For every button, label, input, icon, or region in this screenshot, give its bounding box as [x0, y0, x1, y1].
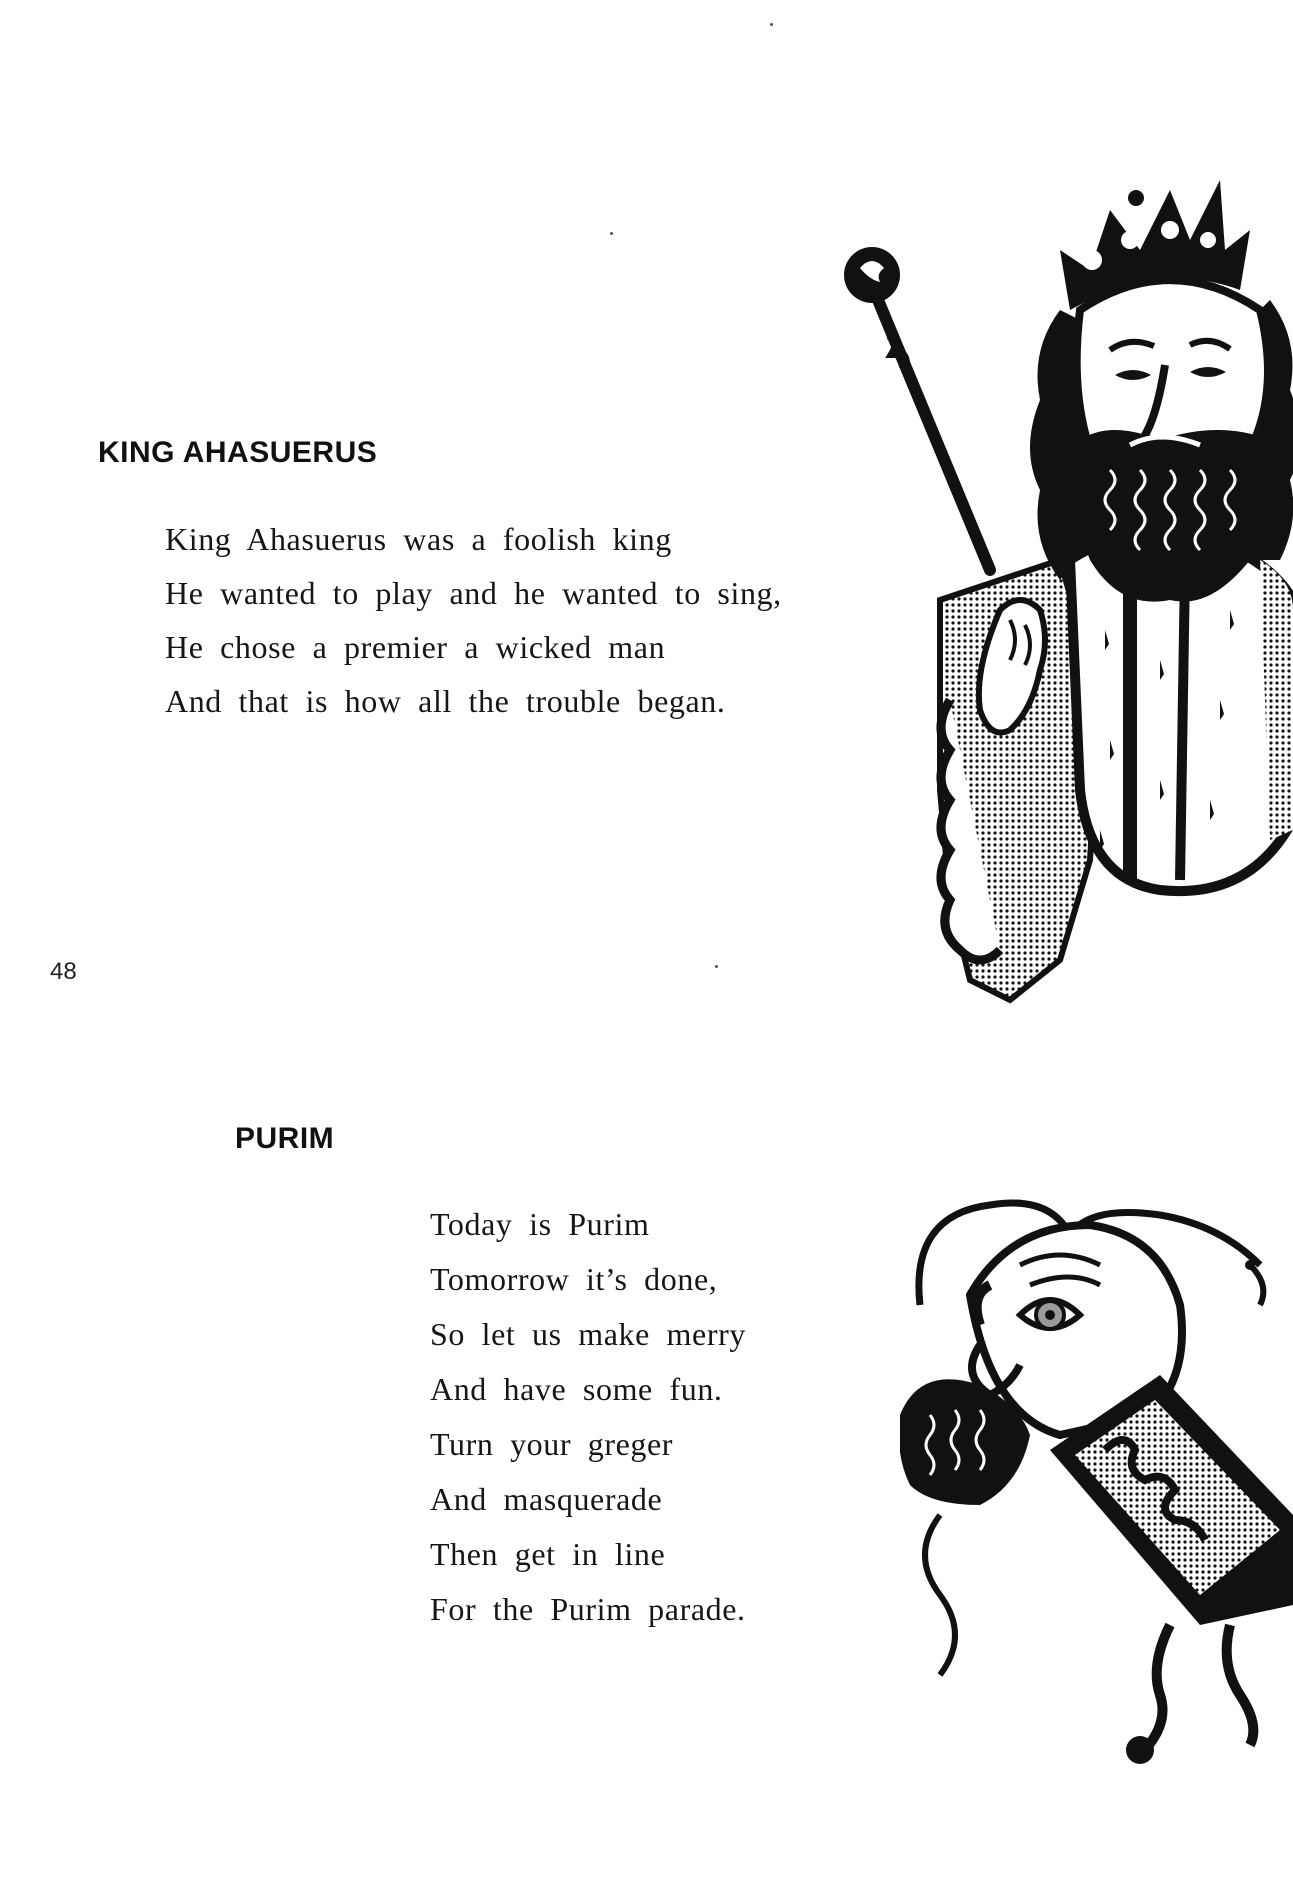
poem-purim: [430, 1197, 746, 1637]
poem-line: King Ahasuerus was a foolish king: [165, 521, 672, 557]
poem-line: Then get in line: [430, 1536, 666, 1572]
poem-line: He chose a premier a wicked man: [165, 629, 666, 665]
poem-line: For the Purim parade.: [430, 1591, 746, 1627]
poem-title-purim: PURIM: [235, 1122, 335, 1155]
king-ahasuerus-illustration: [830, 140, 1293, 1020]
poem-line: So let us make merry: [430, 1316, 746, 1352]
poem-line: Turn your greger: [430, 1426, 674, 1462]
paper-speck: [770, 23, 773, 26]
poem-king-ahasuerus: [165, 512, 782, 728]
poem-line: He wanted to play and he wanted to sing,: [165, 575, 782, 611]
poem-line: And have some fun.: [430, 1371, 723, 1407]
poem-line: Today is Purim: [430, 1206, 650, 1242]
paper-speck: [715, 965, 718, 968]
poem-title-king-ahasuerus: KING AHASUERUS: [98, 436, 378, 469]
paper-speck: [610, 232, 613, 235]
scepter-icon: [844, 247, 990, 570]
poem-line: And masquerade: [430, 1481, 663, 1517]
page-number: 48: [50, 958, 77, 985]
poem-line: And that is how all the trouble began.: [165, 683, 726, 719]
poem-line: Tomorrow it’s done,: [430, 1261, 718, 1297]
haman-illustration: [900, 1185, 1293, 1785]
